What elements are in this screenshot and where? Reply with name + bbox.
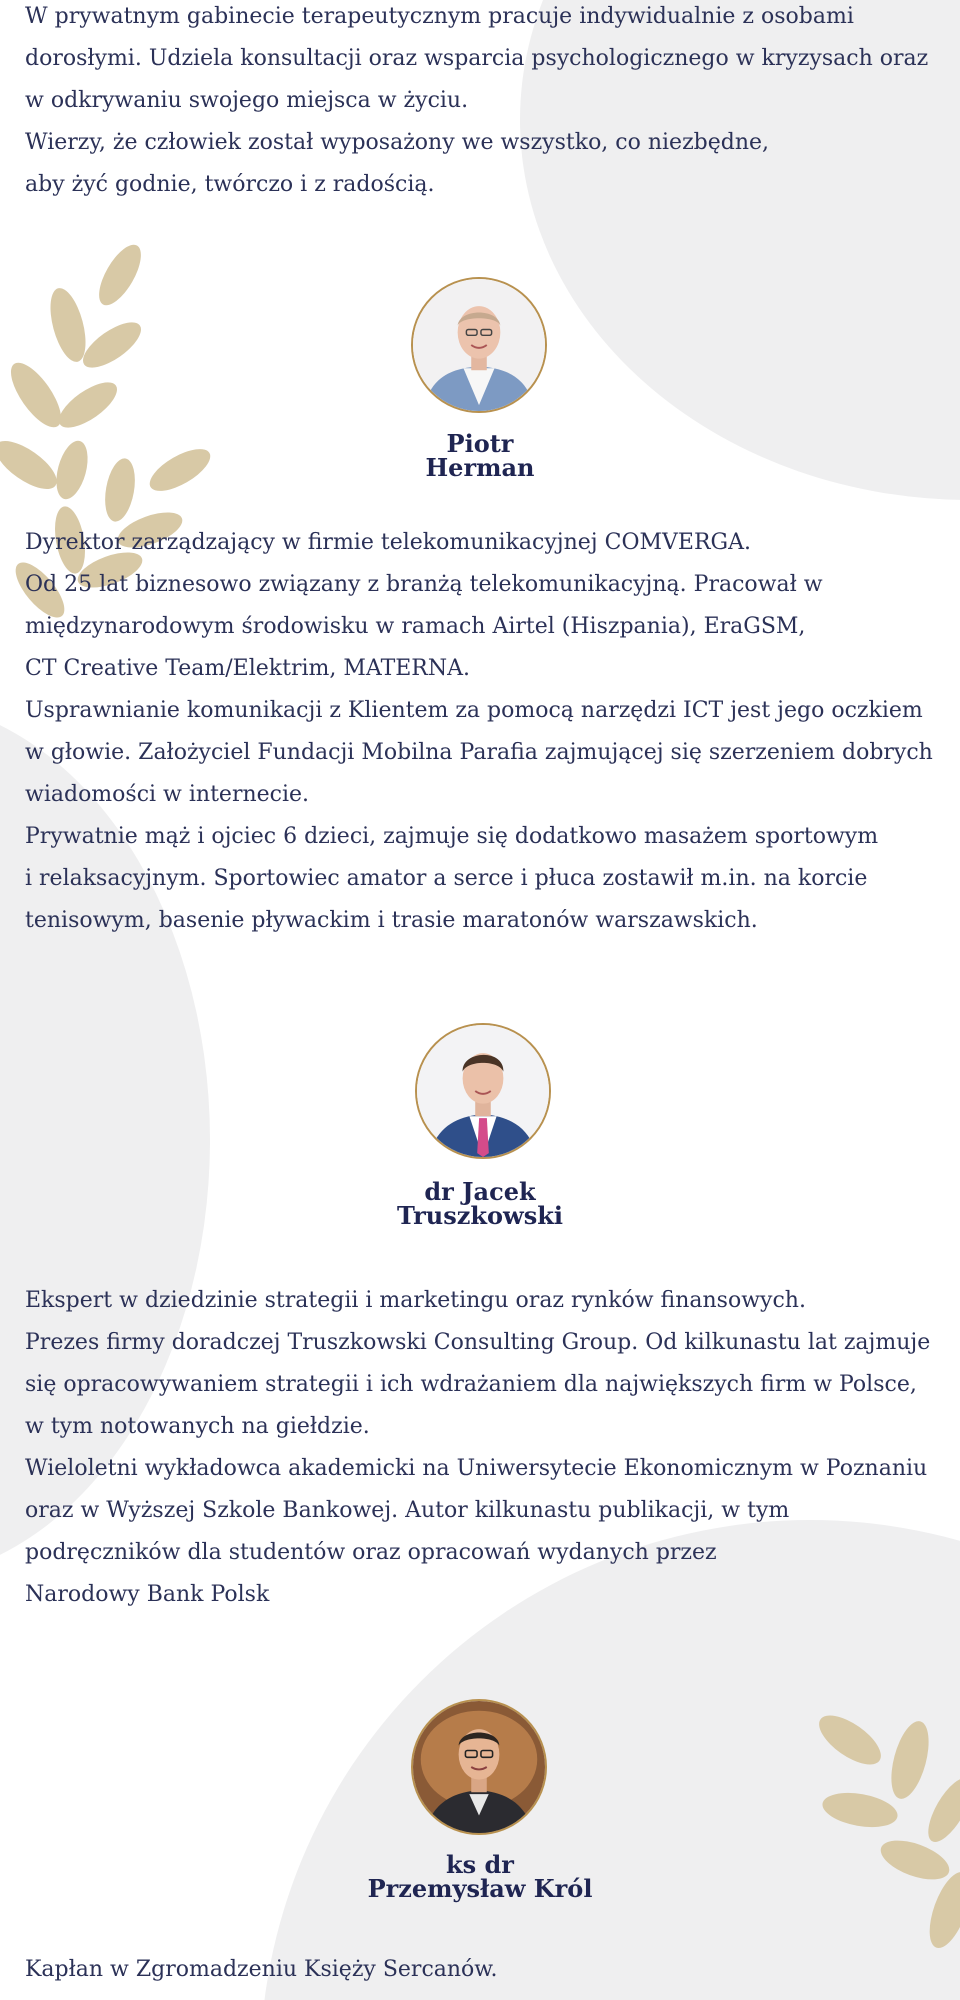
portrait-icon [417, 1025, 549, 1157]
avatar-przemyslaw-krol [411, 1699, 547, 1835]
text-line: Usprawnianie komunikacji z Klientem za pomocą narzędzi ICT jest jego oczkiem [25, 698, 923, 723]
portrait-icon [413, 1701, 545, 1833]
name-line: Przemysław Król [367, 1874, 593, 1903]
bio-przemyslaw-krol [25, 1949, 935, 1991]
portrait-icon [413, 279, 545, 411]
name-line: Piotr [446, 429, 514, 458]
name-line: Truszkowski [397, 1201, 563, 1230]
text-line: Wieloletni wykładowca akademicki na Uniwersytecie Ekonomicznym w Poznaniu [25, 1456, 928, 1481]
text-line: Dyrektor zarządzający w firmie telekomunikacyjnej COMVERGA. [25, 530, 751, 555]
person-name-jacek-truszkowski [330, 1177, 630, 1230]
text-line: wiadomości w internecie. [25, 782, 310, 807]
text-line: tenisowym, basenie pływackim i trasie maratonów warszawskich. [25, 908, 758, 933]
text-line: Ekspert w dziedzinie strategii i marketingu oraz rynków finansowych. [25, 1288, 806, 1313]
text-line: aby żyć godnie, twórczo i z radością. [25, 172, 435, 197]
text-line: Narodowy Bank Polsk [25, 1582, 270, 1607]
text-line: w odkrywaniu swojego miejsca w życiu. [25, 88, 469, 113]
text-line: Wierzy, że człowiek został wyposażony we wszystko, co niezbędne, [25, 130, 770, 155]
intro-paragraph [25, 0, 935, 206]
text-line: międzynarodowym środowisku w ramach Airtel (Hiszpania), EraGSM, [25, 614, 806, 639]
text-line: podręczników dla studentów oraz opracowań wydanych przez [25, 1540, 717, 1565]
text-line: W prywatnym gabinecie terapeutycznym pracuje indywidualnie z osobami [25, 4, 854, 29]
bio-piotr-herman [25, 522, 935, 942]
name-line: ks dr [446, 1850, 514, 1879]
avatar-jacek-truszkowski [415, 1023, 551, 1159]
text-line: się opracowywaniem strategii i ich wdrażaniem dla największych firm w Polsce, [25, 1372, 917, 1397]
text-line: CT Creative Team/Elektrim, MATERNA. [25, 656, 471, 681]
text-line: oraz w Wyższej Szkole Bankowej. Autor kilkunastu publikacji, w tym [25, 1498, 790, 1523]
text-line: dorosłymi. Udziela konsultacji oraz wsparcia psychologicznego w kryzysach oraz [25, 46, 929, 71]
person-name-przemyslaw-krol [330, 1850, 630, 1903]
name-line: Herman [425, 453, 535, 482]
text-line: Prywatnie mąż i ojciec 6 dzieci, zajmuje się dodatkowo masażem sportowym [25, 824, 879, 849]
text-line: Kapłan w Zgromadzeniu Księży Sercanów. [25, 1957, 498, 1982]
avatar-piotr-herman [411, 277, 547, 413]
text-line: i relaksacyjnym. Sportowiec amator a serce i płuca zostawił m.in. na korcie [25, 866, 868, 891]
name-line: dr Jacek [424, 1177, 536, 1206]
text-line: w głowie. Założyciel Fundacji Mobilna Parafia zajmującej się szerzeniem dobrych [25, 740, 933, 765]
text-line: Od 25 lat biznesowo związany z branżą telekomunikacyjną. Pracował w [25, 572, 823, 597]
bio-jacek-truszkowski [25, 1280, 935, 1616]
text-line: Prezes firmy doradczej Truszkowski Consulting Group. Od kilkunastu lat zajmuje [25, 1330, 931, 1355]
person-name-piotr-herman [330, 429, 630, 482]
text-line: w tym notowanych na giełdzie. [25, 1414, 370, 1439]
